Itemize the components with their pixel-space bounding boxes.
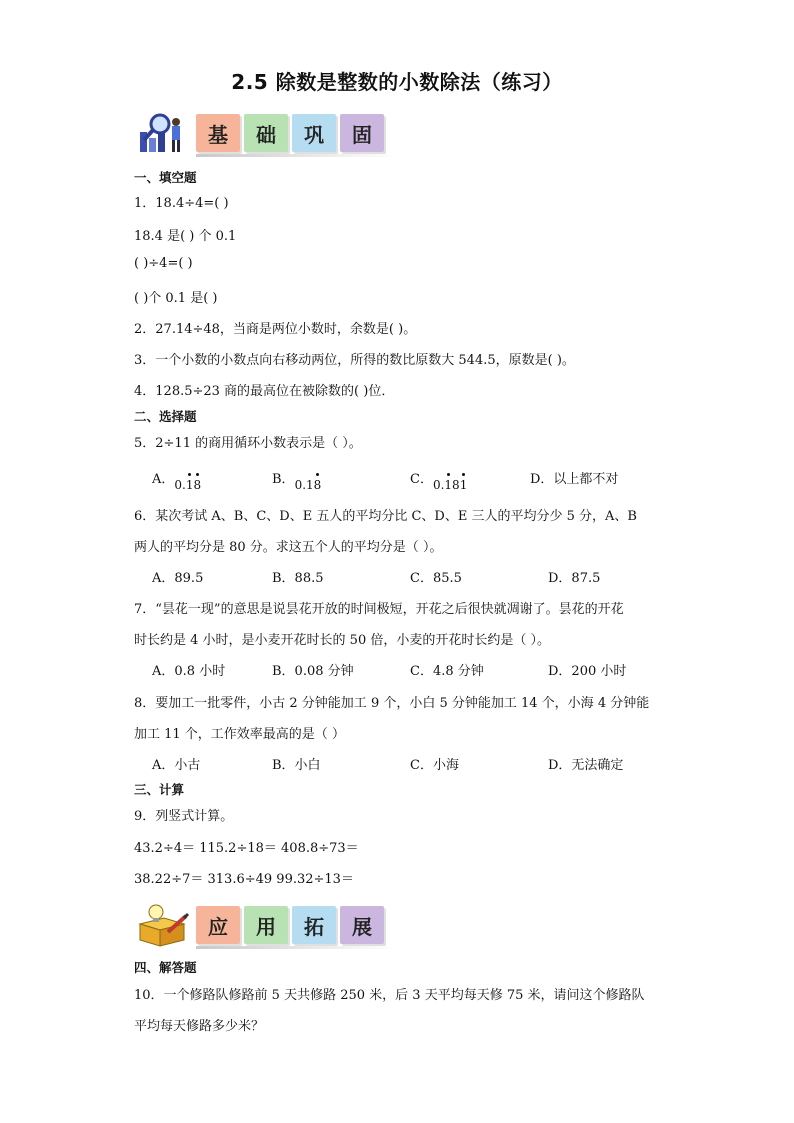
question-4: 4．128.5÷23 商的最高位在被除数的( )位． <box>134 384 395 399</box>
question-8-line-1: 8．要加工一批零件，小古 2 分钟能加工 9 个，小白 5 分钟能加工 14 个，小海 4 分钟能 <box>134 696 650 711</box>
question-5-option-c <box>410 468 467 492</box>
question-8-option-c: C．小海 <box>410 758 459 773</box>
banner-tile-1: 基 <box>196 114 240 152</box>
question-7-line-2: 时长约是 4 小时，是小麦开花时长的 50 倍，小麦的开花时长约是（ ）。 <box>134 633 550 648</box>
question-6-line-2: 两人的平均分是 80 分。求这五个人的平均分是（ ）。 <box>134 540 443 555</box>
digit: 0. <box>432 478 445 492</box>
question-6-line-1: 6．某次考试 A、B、C、D、E 五人的平均分比 C、D、E 三人的平均分少 5 分，A、B <box>134 509 637 524</box>
question-6-option-b: B．88.5 <box>272 571 324 586</box>
banner-tile-2: 用 <box>244 906 288 944</box>
question-8-option-a: A．小古 <box>152 758 201 773</box>
question-6-option-c: C．85.5 <box>410 571 462 586</box>
repeating-decimal <box>295 478 322 492</box>
banner-tile-4: 展 <box>340 906 384 944</box>
question-1-line-2: 18.4 是( ) 个 0.1 <box>134 229 237 244</box>
question-5-option-b <box>272 468 321 492</box>
digit: 8 <box>452 478 460 492</box>
question-9-line-1: 43.2÷4＝ 115.2÷18＝ 408.8÷73＝ <box>134 841 359 856</box>
option-label: C． <box>410 472 433 487</box>
question-10-line-2: 平均每天修路多少米？ <box>134 1019 265 1034</box>
digit: 0.1 <box>294 478 314 492</box>
banner-tile-2: 础 <box>244 114 288 152</box>
question-6-option-d: D．87.5 <box>548 571 601 586</box>
repeating-decimal <box>433 478 467 492</box>
option-label: B． <box>272 472 295 487</box>
question-9-line-2: 38.22÷7＝ 313.6÷49 99.32÷13＝ <box>134 872 354 887</box>
question-8-line-2: 加工 11 个，工作效率最高的是（ ） <box>134 727 345 742</box>
digit-dotted: 1 <box>444 478 453 492</box>
question-1-line-1: 1．18.4÷4=( ) <box>134 196 229 211</box>
question-7-option-a: A．0.8 小时 <box>152 664 226 679</box>
question-7-option-d: D．200 小时 <box>548 664 627 679</box>
question-7-option-b: B．0.08 分钟 <box>272 664 354 679</box>
question-5-option-d: D．以上都不对 <box>530 472 619 487</box>
question-3: 3．一个小数的小数点向右移动两位，所得的数比原数大 544.5，原数是( )。 <box>134 353 575 368</box>
section-heading-fill: 一、填空题 <box>134 170 197 185</box>
banner-underline <box>196 154 396 157</box>
banner-tile-1: 应 <box>196 906 240 944</box>
section-heading-choice: 二、选择题 <box>134 409 197 424</box>
question-5-option-a <box>152 468 201 492</box>
question-6-option-a: A．89.5 <box>152 571 204 586</box>
question-7-option-c: C．4.8 分钟 <box>410 664 484 679</box>
question-5-stem: 5．2÷11 的商用循环小数表示是（ ）。 <box>134 436 362 451</box>
section-heading-calc: 三、计算 <box>134 782 185 797</box>
repeating-decimal <box>174 478 201 492</box>
banner-underline <box>196 946 396 949</box>
banner-tile-3: 巩 <box>292 114 336 152</box>
page-title: 2.5 除数是整数的小数除法（练习） <box>231 70 563 94</box>
banner-tile-4: 固 <box>340 114 384 152</box>
digit-dotted: 1 <box>459 478 468 492</box>
section-heading-answer: 四、解答题 <box>134 960 197 975</box>
banner-tile-3: 拓 <box>292 906 336 944</box>
digit-dotted: 8 <box>313 478 322 492</box>
digit-dotted: 8 <box>193 478 202 492</box>
digit-dotted: 1 <box>185 478 194 492</box>
question-8-option-b: B．小白 <box>272 758 321 773</box>
question-2: 2．27.14÷48，当商是两位小数时，余数是( )。 <box>134 322 417 337</box>
digit: 0. <box>174 478 186 492</box>
option-label: A． <box>152 472 175 487</box>
question-9-stem: 9．列竖式计算。 <box>134 809 234 824</box>
question-7-line-1: 7．“昙花一现”的意思是说昙花开放的时间极短，开花之后很快就凋谢了。昙花的开花 <box>134 602 624 617</box>
magnifier-chart-icon <box>134 110 190 156</box>
question-8-option-d: D．无法确定 <box>548 758 624 773</box>
question-10-line-1: 10．一个修路队修路前 5 天共修路 250 米，后 3 天平均每天修 75 米，请问这个修路队 <box>134 988 645 1003</box>
lightbulb-box-icon <box>134 902 190 948</box>
question-1-line-4: ( )个 0.1 是( ) <box>134 291 218 306</box>
question-1-line-3: ( )÷4=( ) <box>134 256 193 271</box>
